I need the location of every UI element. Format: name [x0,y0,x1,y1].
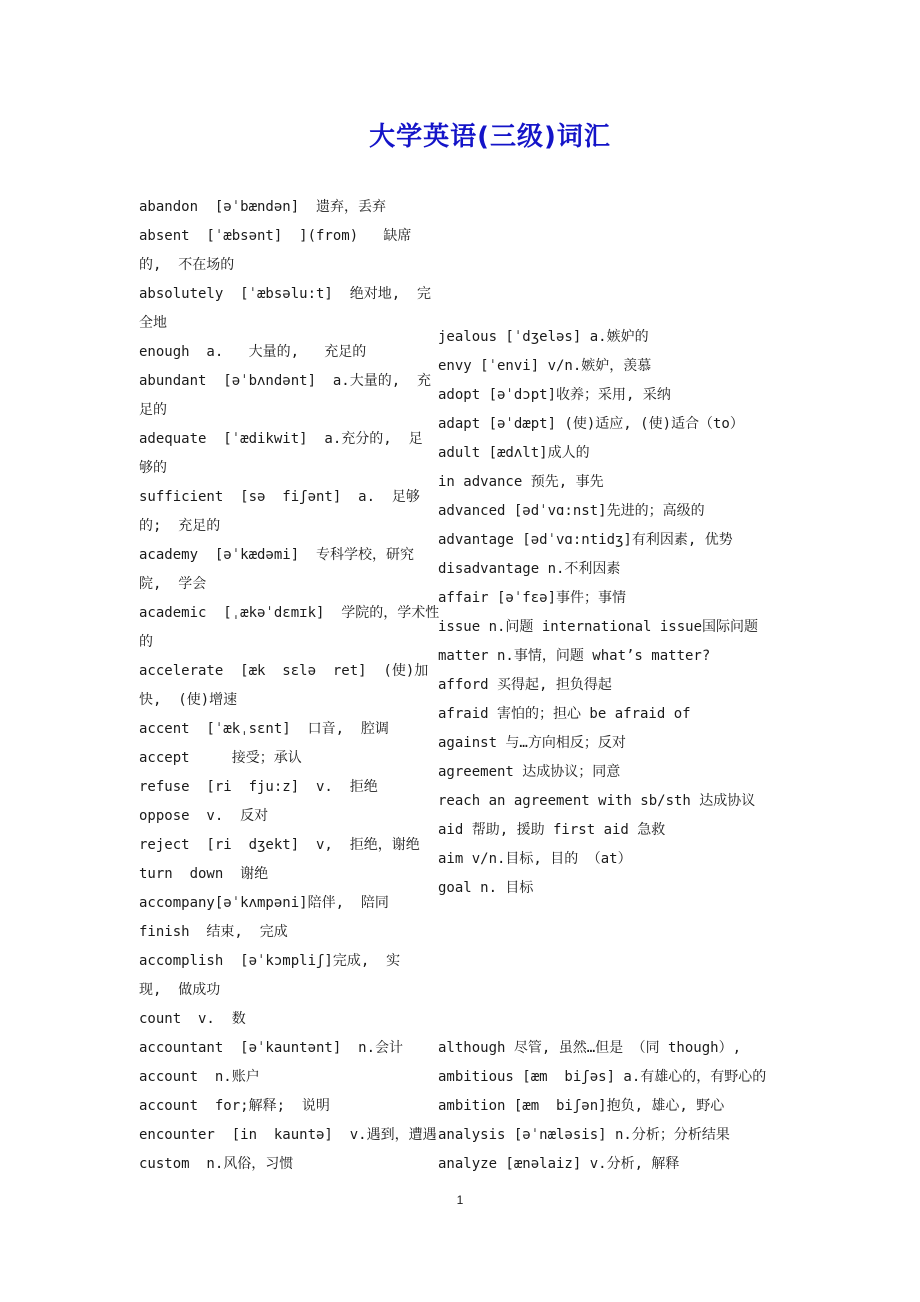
vocab-line: disadvantage n.不利因素 [438,561,621,577]
vocab-line: issue n.问题 international issue国际问题 [438,619,759,635]
vocab-line: 院, 学会 [139,576,207,592]
vocab-line: abandon [əˈbændən] 遗弃，丢弃 [139,199,387,215]
vocab-line: custom n.风俗，习惯 [139,1156,294,1172]
vocab-line: encounter [in kauntə] v.遇到，遭遇 [139,1127,437,1143]
vocab-line: 现, 做成功 [139,982,221,998]
vocab-line: reach an agreement with sb/sth 达成协议 [438,793,756,809]
right-column-top [438,323,758,903]
vocab-line: reject [ri dʒekt] v, 拒绝，谢绝 [139,837,420,853]
vocab-line: sufficient [sə fiʃənt] a. 足够 [139,489,420,505]
vocab-line: absolutely [ˈæbsəlu:t] 绝对地, 完 [139,286,432,302]
vocab-line: finish 结束, 完成 [139,924,288,940]
vocab-line: oppose v. 反对 [139,808,269,824]
vocab-line: enough a. 大量的, 充足的 [139,344,367,360]
vocab-line: accent [ˈækˌsɛnt] 口音, 腔调 [139,721,389,737]
vocab-line: 全地 [139,315,167,331]
vocab-line: accomplish [əˈkɔmpliʃ]完成, 实 [139,953,401,969]
vocab-line: in advance 预先, 事先 [438,474,604,490]
vocab-line: account n.账户 [139,1069,260,1085]
vocab-line: afford 买得起, 担负得起 [438,677,612,693]
vocab-line: analysis [əˈnæləsis] n.分析；分析结果 [438,1127,730,1143]
vocab-line: adapt [əˈdæpt] (使)适应, (使)适合（to） [438,416,744,432]
vocab-line: ambition [æm biʃən]抱负, 雄心, 野心 [438,1098,725,1114]
vocab-line: advanced [ədˈvɑ:nst]先进的；高级的 [438,503,705,519]
vocab-line: account for;解释; 说明 [139,1098,330,1114]
vocab-line: against 与…方向相反；反对 [438,735,626,751]
vocab-line: ambitious [æm biʃəs] a.有雄心的，有野心的 [438,1069,767,1085]
vocab-line: 的; 充足的 [139,518,221,534]
vocab-line: afraid 害怕的；担心 be afraid of [438,706,691,722]
vocab-line: 快, (使)增速 [139,692,238,708]
vocab-line: abundant [əˈbʌndənt] a.大量的, 充 [139,373,432,389]
vocab-line: 够的 [139,460,167,476]
vocab-line: jealous [ˈdʒeləs] a.嫉妒的 [438,329,649,345]
vocab-line: advantage [ədˈvɑ:ntidʒ]有利因素, 优势 [438,532,733,548]
vocab-line: aid 帮助, 援助 first aid 急救 [438,822,666,838]
vocab-line: accompany[əˈkʌmpəni]陪伴, 陪同 [139,895,389,911]
page-title: 大学英语(三级)词汇 [369,122,611,152]
right-column-bottom [438,1034,766,1179]
vocab-line: matter n.事情，问题 what’s matter? [438,648,711,664]
vocab-line: academy [əˈkædəmi] 专科学校，研究 [139,547,415,563]
vocab-line: affair [əˈfɛə]事件；事情 [438,590,627,606]
vocab-line: academic [ˌækəˈdɛmɪk] 学院的，学术性 [139,605,440,621]
vocab-line: 的, 不在场的 [139,257,235,273]
vocab-line: adopt [əˈdɔpt]收养；采用, 采纳 [438,387,671,403]
left-column-bottom [139,1034,437,1179]
vocab-line: accept 接受；承认 [139,750,302,766]
vocab-line: agreement 达成协议；同意 [438,764,621,780]
vocab-line: goal n. 目标 [438,880,534,896]
vocab-line: accelerate [æk sɛlə ret] (使)加 [139,663,429,679]
vocab-line: adequate [ˈædikwit] a.充分的, 足 [139,431,423,447]
vocab-line: turn down 谢绝 [139,866,269,882]
vocab-line: aim v/n.目标, 目的 （at） [438,851,632,867]
vocab-line: 足的 [139,402,167,418]
page-number: 1 [456,1193,464,1207]
vocab-line: accountant [əˈkauntənt] n.会计 [139,1040,404,1056]
vocab-line: absent [ˈæbsənt] ](from) 缺席 [139,228,412,244]
vocab-line: although 尽管, 虽然…但是 （同 though）, [438,1040,742,1056]
vocab-line: 的 [139,634,153,650]
vocab-line: refuse [ri fju:z] v. 拒绝 [139,779,378,795]
left-column-top [139,193,439,1034]
vocab-line: count v. 数 [139,1011,246,1027]
vocab-line: envy [ˈenvi] v/n.嫉妒，羡慕 [438,358,652,374]
vocab-line: analyze [ænəlaiz] v.分析, 解释 [438,1156,680,1172]
vocab-line: adult [ædʌlt]成人的 [438,445,590,461]
